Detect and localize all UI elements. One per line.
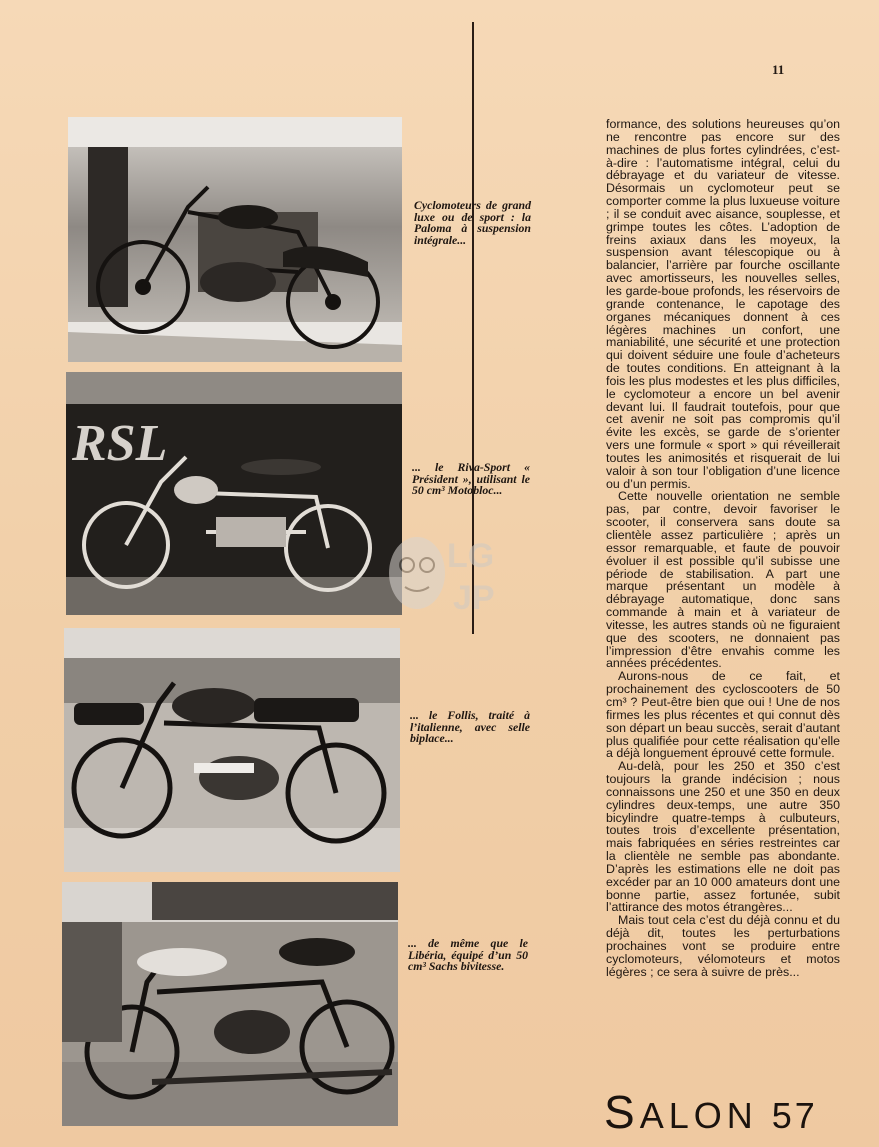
section-title bbox=[604, 1085, 818, 1139]
watermark bbox=[385, 525, 510, 630]
section-title-rest: ALON bbox=[639, 1095, 758, 1136]
caption-liberia: ... de même que le Libéria, équipé d’un 50 cm³ Sachs bivitesse. bbox=[408, 936, 528, 974]
photo-paloma bbox=[68, 117, 402, 362]
photo-follis bbox=[64, 628, 400, 872]
section-title-initial: S bbox=[604, 1086, 640, 1138]
article-body bbox=[606, 118, 840, 979]
page-number: 11 bbox=[772, 62, 785, 77]
article-paragraph: Mais tout cela c’est du déjà connu et du déjà dit, toutes les perturbations prochaines vont se produire entre cyclomoteurs, vélomoteurs et motos légères ; ce sera à suivre de près... bbox=[606, 913, 840, 979]
caption-paloma: Cyclomoteurs de grand luxe ou de sport : la Paloma à suspension intégrale... bbox=[414, 198, 531, 247]
watermark-face-icon bbox=[389, 537, 445, 609]
photo-liberia bbox=[62, 882, 398, 1126]
article-paragraph: formance, des solutions heureuses qu’on ne rencontre pas encore sur des machines de plus fortes cylindrées, c’est-à-dire : l’automatisme intégral, celui du débrayage et du variateur de vitesse. Désormais un cyclomoteur peut se comporter comme la plus luxueuse voiture ; il se conduit avec aisance, souplesse, et grimpe toutes les côtes. L’adoption de freins axiaux dans les moyeux, la suspension avant télescopique ou à balancier, l’arrière par fourche oscillante avec amortisseurs, les nouvelles selles, les garde-boue profonds, les réservoirs de grande contenance, le capotage des organes mécaniques donnent à ces légères machines un confort, une maniabilité, une sécurité et une protection qui doivent séduire une foule d’acheteurs de toutes conditions. En atteignant à la fois les plus modestes et les plus difficiles, le cyclomoteur a encore un bel avenir devant lui. Il faudrait toutefois, pour que cet avenir ne soit pas compromis qu’il évite les excès, se garde de s’orienter vers une formule « sport » qui réveillerait toutes les animosités et risquerait de lui valoir à son tour l’obligation d’une licence ou d’un permis. bbox=[606, 117, 840, 491]
section-title-number: 57 bbox=[771, 1095, 818, 1136]
watermark-letters-top: LG bbox=[447, 537, 495, 575]
watermark-letters-bottom: JP bbox=[453, 579, 495, 617]
caption-follis: ... le Follis, traité à l’italienne, avec selle biplace... bbox=[410, 708, 530, 746]
article-paragraph: Au-delà, pour les 250 et 350 c’est toujours la grande indécision ; nous connaissons une 250 et une 350 en deux cylindres deux-temps, une autre 350 bicylindre quatre-temps à culbuteurs, toutes trois d’excellente présentation, mais fabriquées en séries restreintes car la clientèle ne semble pas abondante. D’après les estimations elle ne doit pas excéder par an 10 000 amateurs dont une bonne partie, assez fortunée, subit l’attirance des motos étrangères... bbox=[606, 759, 840, 915]
article-paragraph: Aurons-nous de ce fait, et prochainement des cycloscooters de 50 cm³ ? Peut-être bien que oui ! Une de nos firmes les plus récentes et qui connut dès son départ un beau succès, serait d’autant plus qualifiée pour cette réalisation qu’elle a déjà longuement éprouvé cette formule. bbox=[606, 669, 840, 761]
caption-riva-sport: ... le Riva-Sport « Président », utilisant le 50 cm³ Motobloc... bbox=[412, 460, 530, 498]
photo-riva-sport bbox=[66, 372, 402, 615]
article-paragraph: Cette nouvelle orientation ne semble pas, par contre, devoir favoriser le scooter, il conservera sans doute sa clientèle assez particulière ; après un essor remarquable, et faute de pouvoir évoluer il est possible qu’il subisse une période de stabilisation. A part une marque présentant un modèle à débrayage automatique, donc sans commande à main et à variateur de vitesse, les autres stands où ne figuraient que des scooters, ne donnaient pas l’impression d’être envahis comme les années précédentes. bbox=[606, 489, 840, 671]
rsl-sign: RSL bbox=[72, 415, 168, 472]
